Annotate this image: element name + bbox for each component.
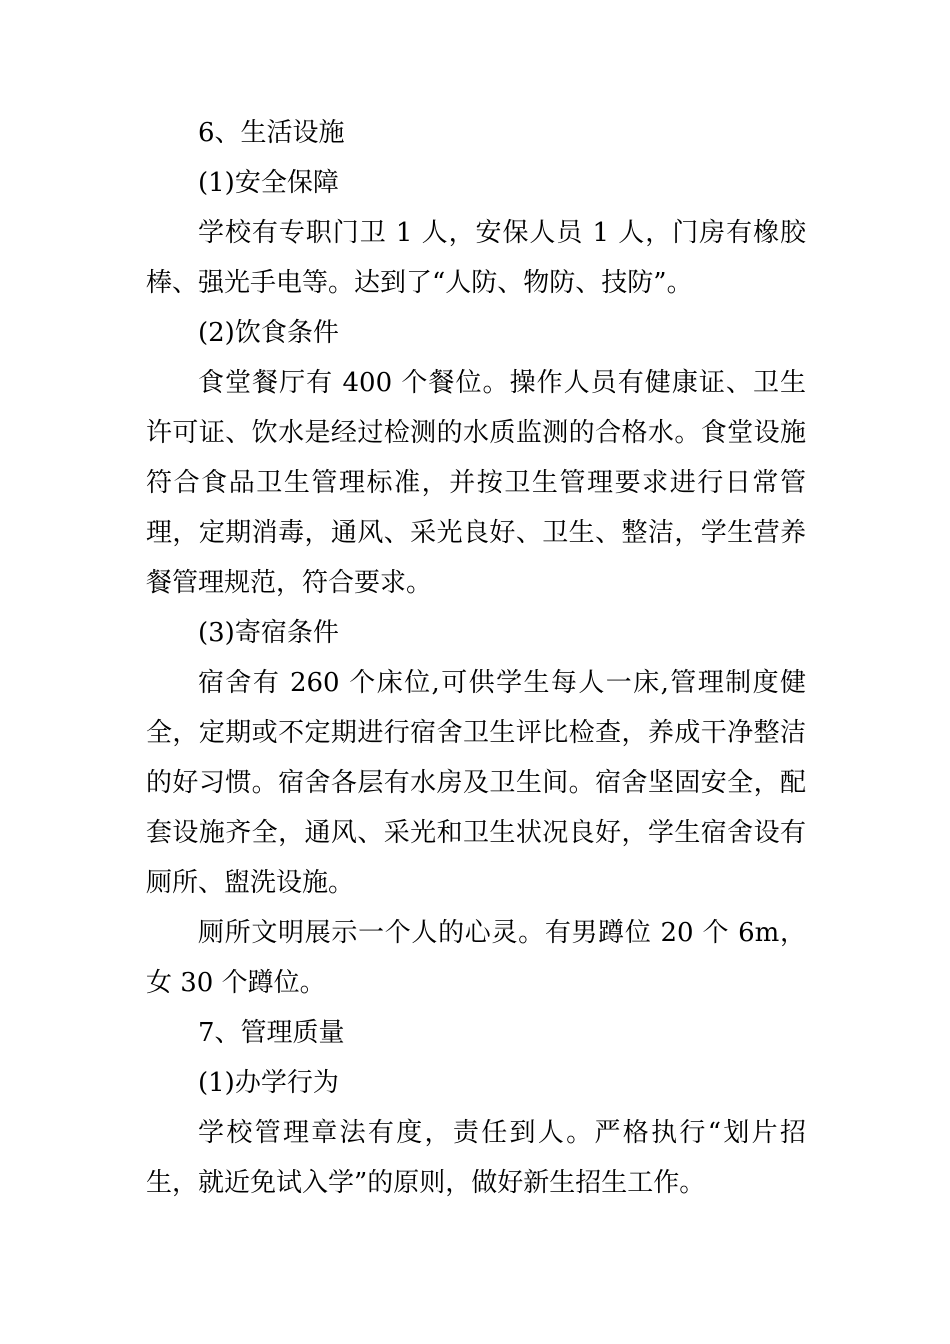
document-page bbox=[146, 108, 806, 1208]
subheading-safety: (1)安全保障 bbox=[198, 168, 339, 198]
paragraph-safety: 学校有专职门卫 1 人，安保人员 1 人，门房有橡胶棒、强光手电等。达到了“人防、物防、技防”。 bbox=[146, 218, 806, 298]
subheading-school-conduct: (1)办学行为 bbox=[198, 1068, 339, 1098]
paragraph-school-conduct: 学校管理章法有度，责任到人。严格执行“划片招生，就近免试入学”的原则，做好新生招生工作。 bbox=[146, 1118, 806, 1198]
section-heading-living-facilities: 6、生活设施 bbox=[198, 118, 345, 148]
section-heading-management-quality: 7、管理质量 bbox=[198, 1018, 345, 1048]
subheading-boarding: (3)寄宿条件 bbox=[198, 618, 339, 648]
paragraph-toilets: 厕所文明展示一个人的心灵。有男蹲位 20 个 6m，女 30 个蹲位。 bbox=[146, 918, 806, 998]
paragraph-boarding: 宿舍有 260 个床位,可供学生每人一床,管理制度健全，定期或不定期进行宿舍卫生评比检查，养成干净整洁的好习惯。宿舍各层有水房及卫生间。宿舍坚固安全，配套设施齐全，通风、采光和卫生状况良好，学生宿舍设有厕所、盥洗设施。 bbox=[146, 668, 806, 898]
subheading-dining: (2)饮食条件 bbox=[198, 318, 339, 348]
paragraph-dining: 食堂餐厅有 400 个餐位。操作人员有健康证、卫生许可证、饮水是经过检测的水质监测的合格水。食堂设施符合食品卫生管理标准，并按卫生管理要求进行日常管理，定期消毒，通风、采光良好、卫生、整洁，学生营养餐管理规范，符合要求。 bbox=[146, 368, 806, 598]
